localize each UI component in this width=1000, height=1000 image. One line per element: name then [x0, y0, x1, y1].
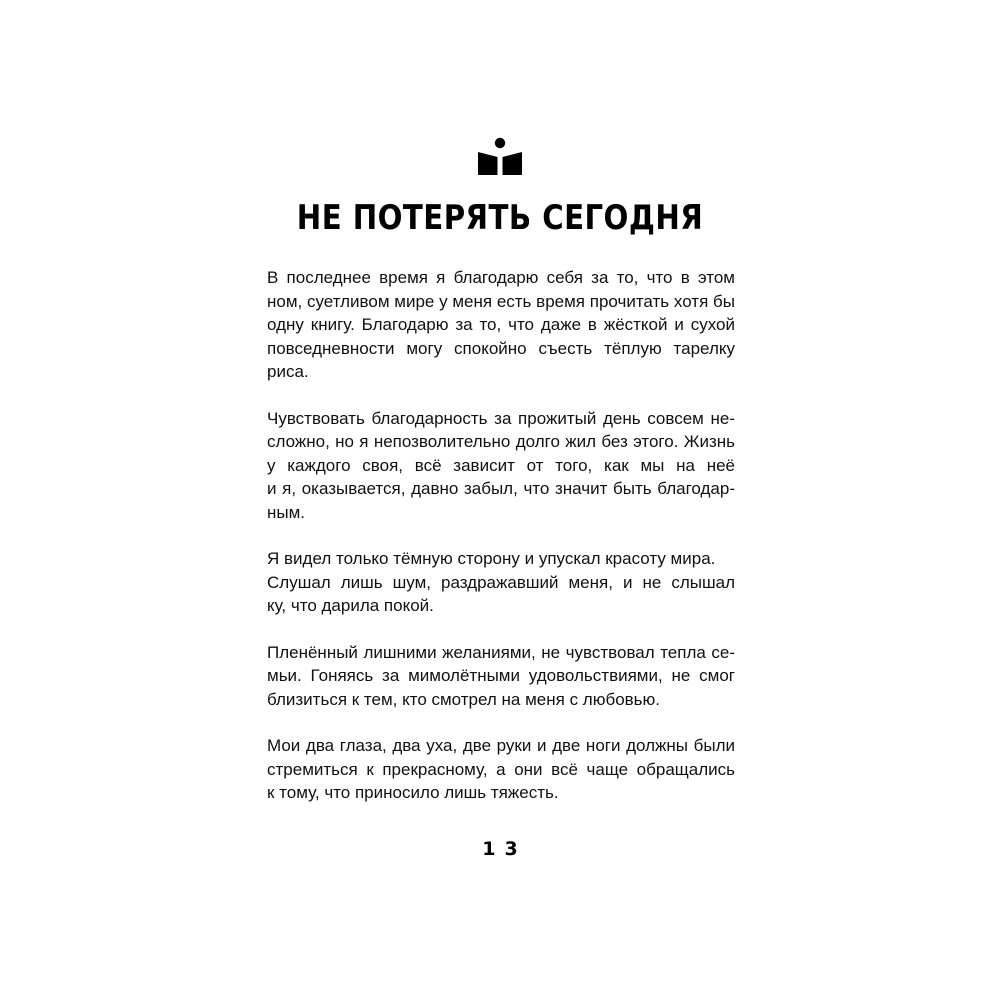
text-line: Пленённый лишними желаниями, не чувствовал тепла се- — [267, 642, 735, 662]
body-text — [267, 266, 735, 828]
text-line: ном, суетливом мире у меня есть время прочитать хотя бы — [267, 291, 735, 311]
paragraph — [267, 407, 735, 525]
text-line: Чувствовать благодарность за прожитый день совсем не- — [267, 408, 735, 428]
text-line: близиться к тем, кто смотрел на меня с любовью. — [267, 689, 661, 709]
paragraph — [267, 734, 735, 805]
text-line: мьи. Гоняясь за мимолётными удовольствиями, не смог — [267, 666, 735, 685]
text-line: сложно, но я непозволительно долго жил без этого. Жизнь — [267, 432, 735, 451]
text-line: Мои два глаза, два уха, две руки и две ноги должны были — [267, 736, 735, 755]
text-line: стремиться к прекрасному, а они всё чаще обращались — [267, 759, 735, 779]
text-line: у каждого своя, всё зависит от того, как мы на неё — [267, 455, 735, 475]
text-line: Слушал лишь шум, раздражавший меня, и не слышал — [267, 572, 735, 592]
paragraph — [267, 547, 735, 618]
text-line: к тому, что приносило лишь тяжесть. — [267, 783, 559, 802]
chapter-title: НЕ ПОТЕРЯТЬ СЕГОДНЯ — [296, 198, 704, 238]
text-line: и я, оказывается, давно забыл, что значит быть благодар- — [267, 479, 735, 498]
text-line: В последнее время я благодарю себя за то, что в этом — [267, 268, 735, 287]
text-line: Я видел только тёмную сторону и упускал красоту мира. — [267, 549, 716, 568]
paragraph — [267, 266, 735, 384]
text-line: риса. — [267, 362, 309, 381]
text-line: ку, что дарила покой. — [267, 596, 434, 615]
text-line: ным. — [267, 502, 306, 522]
text-line: повседневности могу спокойно съесть тёплую тарелку — [267, 338, 735, 358]
paragraph — [267, 641, 735, 712]
page-number: 13 — [482, 838, 527, 860]
text-line: одну книгу. Благодарю за то, что даже в жёсткой и сухой — [267, 315, 735, 334]
book-reader-icon — [478, 137, 522, 175]
